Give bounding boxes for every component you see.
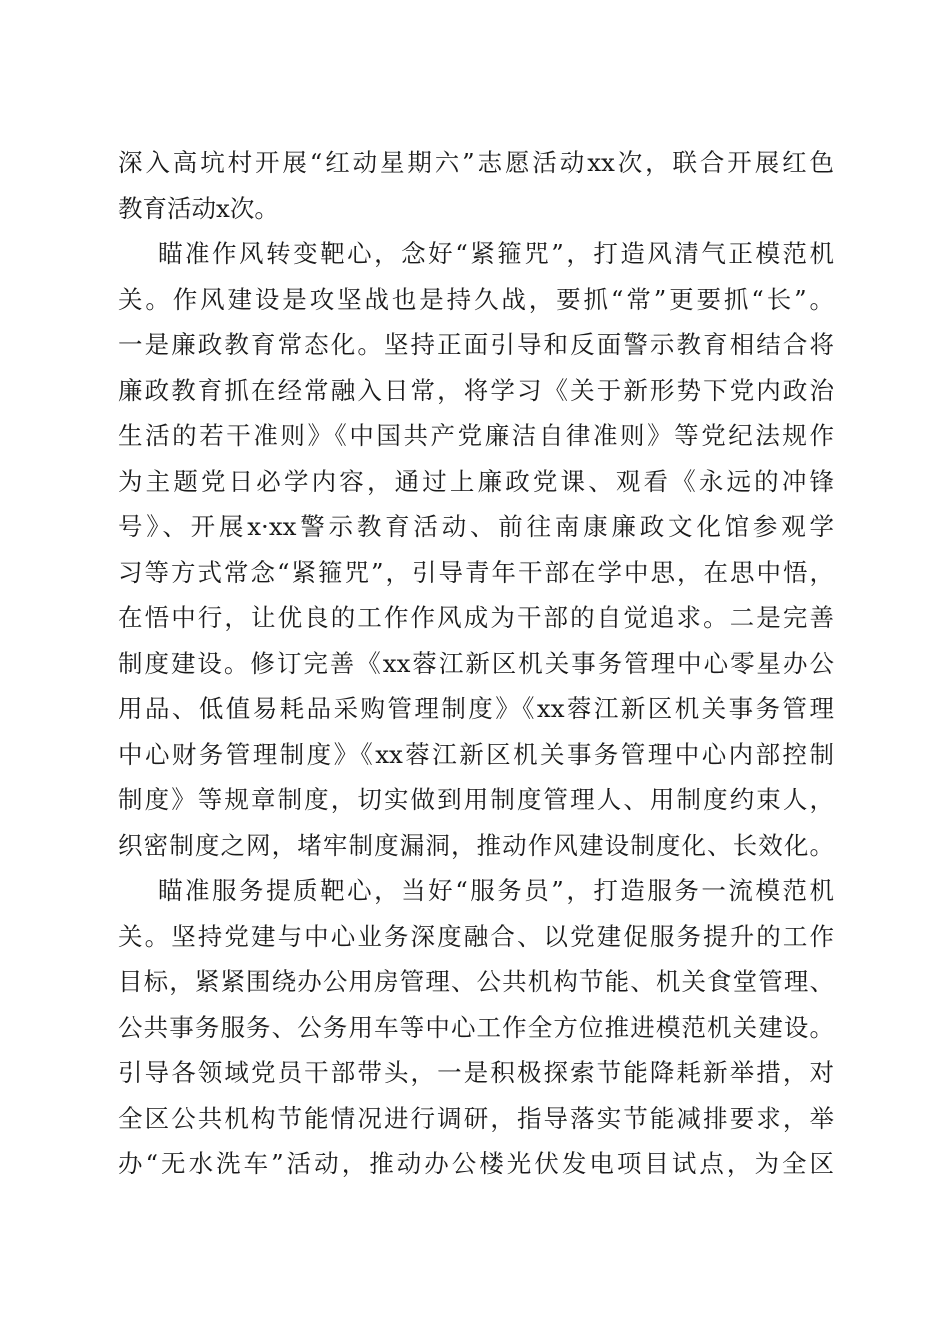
text-line: 制度建设。修订完善《xx蓉江新区机关事务管理中心零星办公 (118, 648, 834, 678)
text-line: 公共事务服务、公务用车等中心工作全方位推进模范机关建设。 (118, 1012, 834, 1042)
text-line: 目标，紧紧围绕办公用房管理、公共机构节能、机关食堂管理、 (118, 967, 834, 996)
text-line: 关。作风建设是攻坚战也是持久战，要抓“常”更要抓“长”。 (118, 284, 834, 314)
text-line: 办“无水洗车”活动，推动办公楼光伏发电项目试点，为全区 (118, 1149, 834, 1178)
text-line: 一是廉政教育常态化。坚持正面引导和反面警示教育相结合将 (118, 330, 834, 359)
text-line: 制度》等规章制度，切实做到用制度管理人、用制度约束人， (118, 785, 834, 814)
document-body (118, 140, 834, 1187)
text-line: 用品、低值易耗品采购管理制度》《xx蓉江新区机关事务管理 (118, 694, 834, 723)
paragraph-start-line: 瞄准作风转变靶心，念好“紧箍咒”，打造风清气正模范机 (158, 239, 834, 268)
text-line: 廉政教育抓在经常融入日常，将学习《关于新形势下党内政治 (118, 375, 834, 405)
text-line: 关。坚持党建与中心业务深度融合、以党建促服务提升的工作 (118, 921, 834, 951)
text-line: 在悟中行，让优良的工作作风成为干部的自觉追求。二是完善 (118, 603, 834, 632)
text-line: 号》、开展x·xx警示教育活动、前往南康廉政文化馆参观学 (118, 512, 834, 541)
text-line: 引导各领域党员干部带头，一是积极探索节能降耗新举措，对 (118, 1058, 834, 1087)
paragraph-start-line: 瞄准服务提质靶心，当好“服务员”，打造服务一流模范机 (158, 876, 834, 905)
text-line: 中心财务管理制度》《xx蓉江新区机关事务管理中心内部控制 (118, 739, 834, 769)
text-line: 教育活动x次。 (118, 193, 279, 223)
text-line: 深入高坑村开展“红动星期六”志愿活动xx次，联合开展红色 (118, 148, 834, 177)
text-line: 织密制度之网，堵牢制度漏洞，推动作风建设制度化、长效化。 (118, 830, 834, 860)
text-line: 全区公共机构节能情况进行调研，指导落实节能减排要求，举 (118, 1103, 834, 1133)
text-line: 习等方式常念“紧箍咒”，引导青年干部在学中思，在思中悟， (118, 557, 834, 587)
text-line: 生活的若干准则》《中国共产党廉洁自律准则》等党纪法规作 (118, 421, 834, 450)
text-line: 为主题党日必学内容，通过上廉政党课、观看《永远的冲锋 (118, 466, 834, 496)
